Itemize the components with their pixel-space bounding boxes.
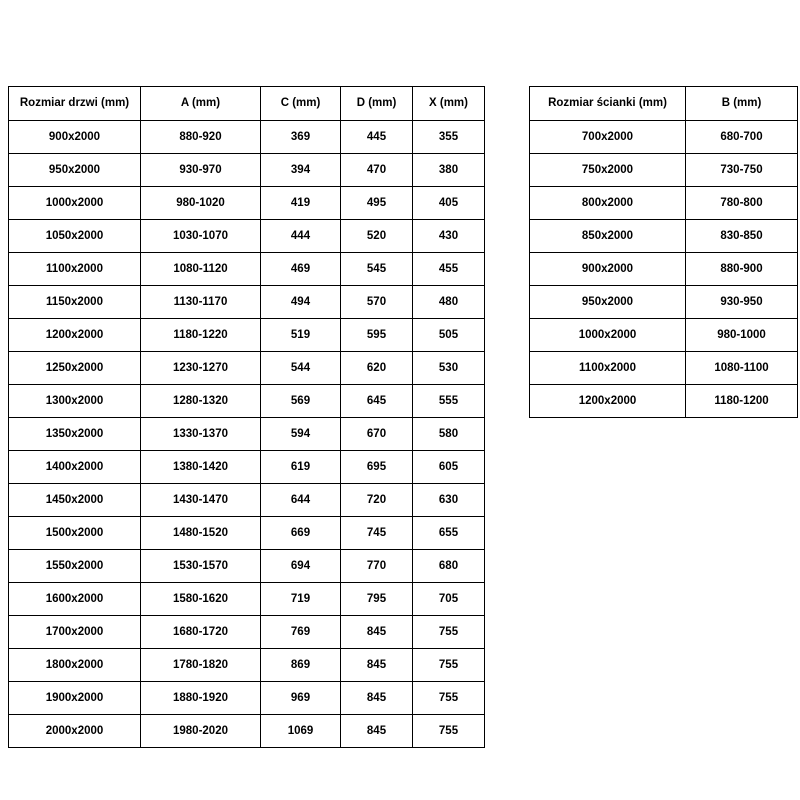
cell-a: 1330-1370: [141, 418, 261, 451]
cell-c: 669: [261, 517, 341, 550]
cell-x: 705: [413, 583, 485, 616]
cell-b: 780-800: [686, 187, 798, 220]
table-row: [9, 220, 485, 253]
cell-c: 494: [261, 286, 341, 319]
cell-a: 1280-1320: [141, 385, 261, 418]
cell-x: 630: [413, 484, 485, 517]
table-row: [9, 682, 485, 715]
cell-d: 445: [341, 121, 413, 154]
cell-x: 405: [413, 187, 485, 220]
cell-b: 830-850: [686, 220, 798, 253]
cell-a: 1130-1170: [141, 286, 261, 319]
cell-size: 1250x2000: [9, 352, 141, 385]
cell-size: 1200x2000: [530, 385, 686, 418]
cell-d: 720: [341, 484, 413, 517]
cell-size: 1400x2000: [9, 451, 141, 484]
table-row: [9, 451, 485, 484]
cell-c: 1069: [261, 715, 341, 748]
cell-a: 1680-1720: [141, 616, 261, 649]
doors-size-table: [8, 86, 485, 748]
wall-size-table-block: [529, 86, 798, 418]
table-row: [9, 583, 485, 616]
cell-size: 900x2000: [9, 121, 141, 154]
cell-d: 770: [341, 550, 413, 583]
cell-x: 680: [413, 550, 485, 583]
cell-size: 800x2000: [530, 187, 686, 220]
cell-d: 670: [341, 418, 413, 451]
cell-d: 495: [341, 187, 413, 220]
cell-size: 1150x2000: [9, 286, 141, 319]
table-row: [530, 121, 798, 154]
table-row: [9, 352, 485, 385]
cell-c: 694: [261, 550, 341, 583]
cell-a: 1080-1120: [141, 253, 261, 286]
cell-x: 355: [413, 121, 485, 154]
cell-size: 2000x2000: [9, 715, 141, 748]
cell-x: 455: [413, 253, 485, 286]
cell-x: 480: [413, 286, 485, 319]
table-header-row: [9, 87, 485, 121]
cell-c: 419: [261, 187, 341, 220]
cell-a: 1530-1570: [141, 550, 261, 583]
cell-a: 1180-1220: [141, 319, 261, 352]
cell-a: 1030-1070: [141, 220, 261, 253]
table-row: [530, 187, 798, 220]
wall-table-body: [530, 121, 798, 418]
cell-x: 505: [413, 319, 485, 352]
cell-x: 580: [413, 418, 485, 451]
column-header-a: A (mm): [141, 87, 261, 121]
cell-b: 730-750: [686, 154, 798, 187]
cell-size: 1500x2000: [9, 517, 141, 550]
table-row: [9, 154, 485, 187]
cell-d: 845: [341, 649, 413, 682]
cell-d: 795: [341, 583, 413, 616]
cell-c: 369: [261, 121, 341, 154]
cell-d: 520: [341, 220, 413, 253]
cell-b: 1080-1100: [686, 352, 798, 385]
cell-x: 430: [413, 220, 485, 253]
table-row: [9, 121, 485, 154]
column-header-b: B (mm): [686, 87, 798, 121]
cell-size: 1600x2000: [9, 583, 141, 616]
cell-d: 695: [341, 451, 413, 484]
cell-size: 1300x2000: [9, 385, 141, 418]
cell-c: 969: [261, 682, 341, 715]
cell-x: 755: [413, 616, 485, 649]
cell-b: 1180-1200: [686, 385, 798, 418]
cell-size: 1800x2000: [9, 649, 141, 682]
cell-b: 880-900: [686, 253, 798, 286]
cell-x: 605: [413, 451, 485, 484]
table-row: [9, 715, 485, 748]
table-row: [530, 286, 798, 319]
table-row: [9, 253, 485, 286]
cell-a: 1230-1270: [141, 352, 261, 385]
column-header-rozmiar-scianki: Rozmiar ścianki (mm): [530, 87, 686, 121]
table-row: [530, 253, 798, 286]
cell-b: 930-950: [686, 286, 798, 319]
table-row: [530, 352, 798, 385]
cell-d: 595: [341, 319, 413, 352]
cell-a: 1580-1620: [141, 583, 261, 616]
table-row: [530, 319, 798, 352]
cell-d: 845: [341, 682, 413, 715]
table-row: [9, 319, 485, 352]
cell-c: 869: [261, 649, 341, 682]
cell-a: 1380-1420: [141, 451, 261, 484]
table-row: [9, 187, 485, 220]
table-row: [530, 220, 798, 253]
cell-size: 1700x2000: [9, 616, 141, 649]
cell-size: 1100x2000: [530, 352, 686, 385]
cell-a: 1980-2020: [141, 715, 261, 748]
cell-d: 845: [341, 715, 413, 748]
cell-size: 1450x2000: [9, 484, 141, 517]
table-header-row: [530, 87, 798, 121]
cell-b: 680-700: [686, 121, 798, 154]
cell-c: 644: [261, 484, 341, 517]
cell-a: 880-920: [141, 121, 261, 154]
cell-size: 950x2000: [9, 154, 141, 187]
cell-a: 1780-1820: [141, 649, 261, 682]
cell-c: 769: [261, 616, 341, 649]
cell-d: 620: [341, 352, 413, 385]
cell-size: 1000x2000: [9, 187, 141, 220]
cell-x: 655: [413, 517, 485, 550]
column-header-d: D (mm): [341, 87, 413, 121]
cell-d: 570: [341, 286, 413, 319]
table-row: [9, 484, 485, 517]
table-row: [9, 286, 485, 319]
cell-a: 930-970: [141, 154, 261, 187]
cell-c: 569: [261, 385, 341, 418]
cell-size: 1200x2000: [9, 319, 141, 352]
cell-size: 700x2000: [530, 121, 686, 154]
cell-x: 555: [413, 385, 485, 418]
table-row: [530, 385, 798, 418]
cell-size: 1000x2000: [530, 319, 686, 352]
cell-size: 1900x2000: [9, 682, 141, 715]
cell-c: 469: [261, 253, 341, 286]
cell-d: 845: [341, 616, 413, 649]
cell-x: 530: [413, 352, 485, 385]
cell-c: 394: [261, 154, 341, 187]
table-row: [9, 616, 485, 649]
cell-x: 380: [413, 154, 485, 187]
cell-size: 750x2000: [530, 154, 686, 187]
cell-size: 1550x2000: [9, 550, 141, 583]
cell-c: 619: [261, 451, 341, 484]
table-row: [9, 418, 485, 451]
cell-c: 544: [261, 352, 341, 385]
cell-size: 850x2000: [530, 220, 686, 253]
doors-table-body: [9, 121, 485, 748]
table-row: [9, 550, 485, 583]
cell-a: 1430-1470: [141, 484, 261, 517]
wall-size-table: [529, 86, 798, 418]
cell-a: 980-1020: [141, 187, 261, 220]
cell-a: 1880-1920: [141, 682, 261, 715]
table-row: [9, 517, 485, 550]
cell-size: 1350x2000: [9, 418, 141, 451]
cell-x: 755: [413, 715, 485, 748]
cell-d: 470: [341, 154, 413, 187]
cell-d: 745: [341, 517, 413, 550]
cell-c: 594: [261, 418, 341, 451]
cell-d: 645: [341, 385, 413, 418]
cell-c: 719: [261, 583, 341, 616]
column-header-rozmiar-drzwi: Rozmiar drzwi (mm): [9, 87, 141, 121]
column-header-c: C (mm): [261, 87, 341, 121]
cell-size: 900x2000: [530, 253, 686, 286]
cell-d: 545: [341, 253, 413, 286]
column-header-x: X (mm): [413, 87, 485, 121]
cell-x: 755: [413, 682, 485, 715]
table-row: [530, 154, 798, 187]
cell-size: 950x2000: [530, 286, 686, 319]
table-row: [9, 385, 485, 418]
table-row: [9, 649, 485, 682]
cell-size: 1050x2000: [9, 220, 141, 253]
cell-b: 980-1000: [686, 319, 798, 352]
cell-c: 444: [261, 220, 341, 253]
cell-a: 1480-1520: [141, 517, 261, 550]
doors-size-table-block: [8, 86, 485, 748]
cell-x: 755: [413, 649, 485, 682]
cell-c: 519: [261, 319, 341, 352]
cell-size: 1100x2000: [9, 253, 141, 286]
